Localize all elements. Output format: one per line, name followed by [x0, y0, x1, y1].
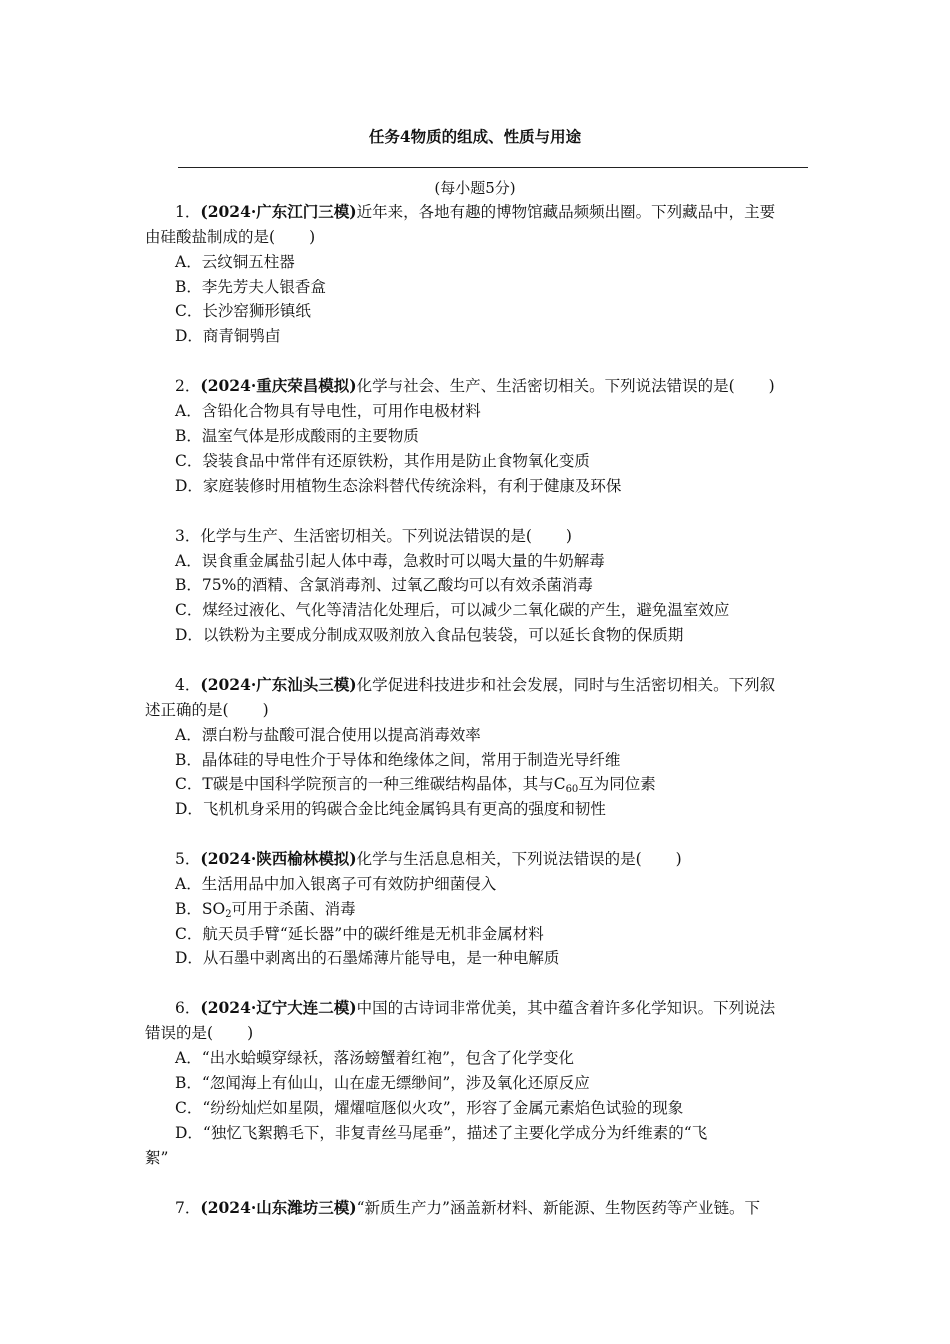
question-7-stem: [175, 1197, 810, 1219]
title-divider: [178, 167, 808, 168]
question-1-stem-cont: [145, 226, 810, 248]
question-text: 3．化学与生产、生活密切相关。下列说法错误的是(: [175, 527, 532, 545]
question-3-stem: [175, 525, 810, 547]
option-a: A．云纹铜五柱器: [175, 253, 295, 271]
question-source: (2024·辽宁大连二模): [200, 998, 357, 1017]
question-text: “新质生产力”涵盖新材料、新能源、生物医药等产业链。下: [356, 1199, 760, 1217]
question-5-stem: [175, 848, 810, 870]
question-text: 述正确的是(: [145, 701, 229, 719]
option-d: D．以铁粉为主要成分制成双吸剂放入食品包装袋，可以延长食物的保质期: [175, 626, 684, 644]
question-source: (2024·广东江门三模): [200, 202, 357, 221]
option-text: 可用于杀菌、消毒: [231, 900, 356, 918]
option-d: D．“独忆飞絮鹅毛下，非复青丝马尾垂”，描述了主要化学成分为纤维素的“飞: [175, 1124, 708, 1142]
option-text: C．T碳是中国科学院预言的一种三维碳结构晶体，其与C: [175, 775, 566, 793]
question-1-stem: [175, 201, 810, 223]
question-number: 2．: [175, 377, 201, 395]
option-d: D．家庭装修时用植物生态涂料替代传统涂料，有利于健康及环保: [175, 477, 622, 495]
question-6-stem-cont: [145, 1022, 810, 1044]
question-2-stem: [175, 375, 810, 397]
subscript: 2: [225, 909, 232, 920]
subscript: 60: [565, 784, 579, 795]
question-source: (2024·陕西榆林模拟): [200, 849, 357, 868]
option-d: D．飞机机身采用的钨碳合金比纯金属钨具有更高的强度和韧性: [175, 800, 606, 818]
question-text: 化学与社会、生产、生活密切相关。下列说法错误的是(: [356, 377, 735, 395]
option-a: A．生活用品中加入银离子可有效防护细菌侵入: [175, 875, 497, 893]
option-text: 互为同位素: [578, 775, 656, 793]
option-d: D．从石墨中剥离出的石墨烯薄片能导电，是一种电解质: [175, 949, 560, 967]
option-b: B．温室气体是形成酸雨的主要物质: [175, 427, 419, 445]
question-4-stem-cont: [145, 699, 810, 721]
scoring-note: (每小题5分): [434, 179, 516, 197]
question-text: 中国的古诗词非常优美，其中蕴含着许多化学知识。下列说法: [356, 999, 776, 1017]
question-source: (2024·重庆荣昌模拟): [200, 376, 357, 395]
question-text: 近年来，各地有趣的博物馆藏品频频出圈。下列藏品中，主要: [356, 203, 776, 221]
option-a: A．“出水蛤蟆穿绿袄，落汤螃蟹着红袍”，包含了化学变化: [175, 1049, 575, 1067]
answer-paren-close: ): [262, 701, 269, 719]
option-c: C．袋装食品中常伴有还原铁粉，其作用是防止食物氧化变质: [175, 452, 590, 470]
option-c: C．“纷纷灿烂如星陨，燿燿喧豗似火攻”，形容了金属元素焰色试验的现象: [175, 1099, 684, 1117]
question-source: (2024·山东潍坊三模): [200, 1198, 357, 1217]
question-number: 4．: [175, 676, 201, 694]
answer-paren-close: ): [565, 527, 572, 545]
option-text: B．SO: [175, 900, 226, 918]
option-c: [175, 773, 810, 801]
option-a: A．漂白粉与盐酸可混合使用以提高消毒效率: [175, 726, 481, 744]
option-a: A．含铅化合物具有导电性，可用作电极材料: [175, 402, 481, 420]
question-number: 1．: [175, 203, 201, 221]
answer-paren-close: ): [768, 377, 775, 395]
option-d: D．商青铜鸮卣: [175, 327, 281, 345]
question-text: 化学促进科技进步和社会发展，同时与生活密切相关。下列叙: [356, 676, 776, 694]
option-b: B．75%的酒精、含氯消毒剂、过氧乙酸均可以有效杀菌消毒: [175, 576, 593, 594]
option-c: C．长沙窑狮形镇纸: [175, 302, 311, 320]
question-text: 错误的是(: [145, 1024, 214, 1042]
option-b: B．李先芳夫人银香盒: [175, 278, 326, 296]
answer-paren-close: ): [247, 1024, 254, 1042]
option-d-cont: 絮”: [145, 1149, 169, 1167]
page-title: 任务4物质的组成、性质与用途: [368, 127, 582, 146]
question-6-stem: [175, 997, 810, 1019]
question-4-stem: [175, 674, 810, 696]
option-a: A．误食重金属盐引起人体中毒，急救时可以喝大量的牛奶解毒: [175, 552, 605, 570]
question-number: 7．: [175, 1199, 201, 1217]
question-number: 5．: [175, 850, 201, 868]
question-number: 6．: [175, 999, 201, 1017]
option-b: B．“忽闻海上有仙山，山在虚无缥缈间”，涉及氧化还原反应: [175, 1074, 590, 1092]
question-source: (2024·广东汕头三模): [200, 675, 357, 694]
question-text: 由硅酸盐制成的是(: [145, 228, 276, 246]
option-b: B．晶体硅的导电性介于导体和绝缘体之间，常用于制造光导纤维: [175, 751, 621, 769]
answer-paren-close: ): [309, 228, 316, 246]
option-b: [175, 898, 810, 926]
option-c: C．煤经过液化、气化等清洁化处理后，可以减少二氧化碳的产生，避免温室效应: [175, 601, 730, 619]
answer-paren-close: ): [675, 850, 682, 868]
question-text: 化学与生活息息相关，下列说法错误的是(: [356, 850, 642, 868]
option-c: C．航天员手臂“延长器”中的碳纤维是无机非金属材料: [175, 925, 544, 943]
